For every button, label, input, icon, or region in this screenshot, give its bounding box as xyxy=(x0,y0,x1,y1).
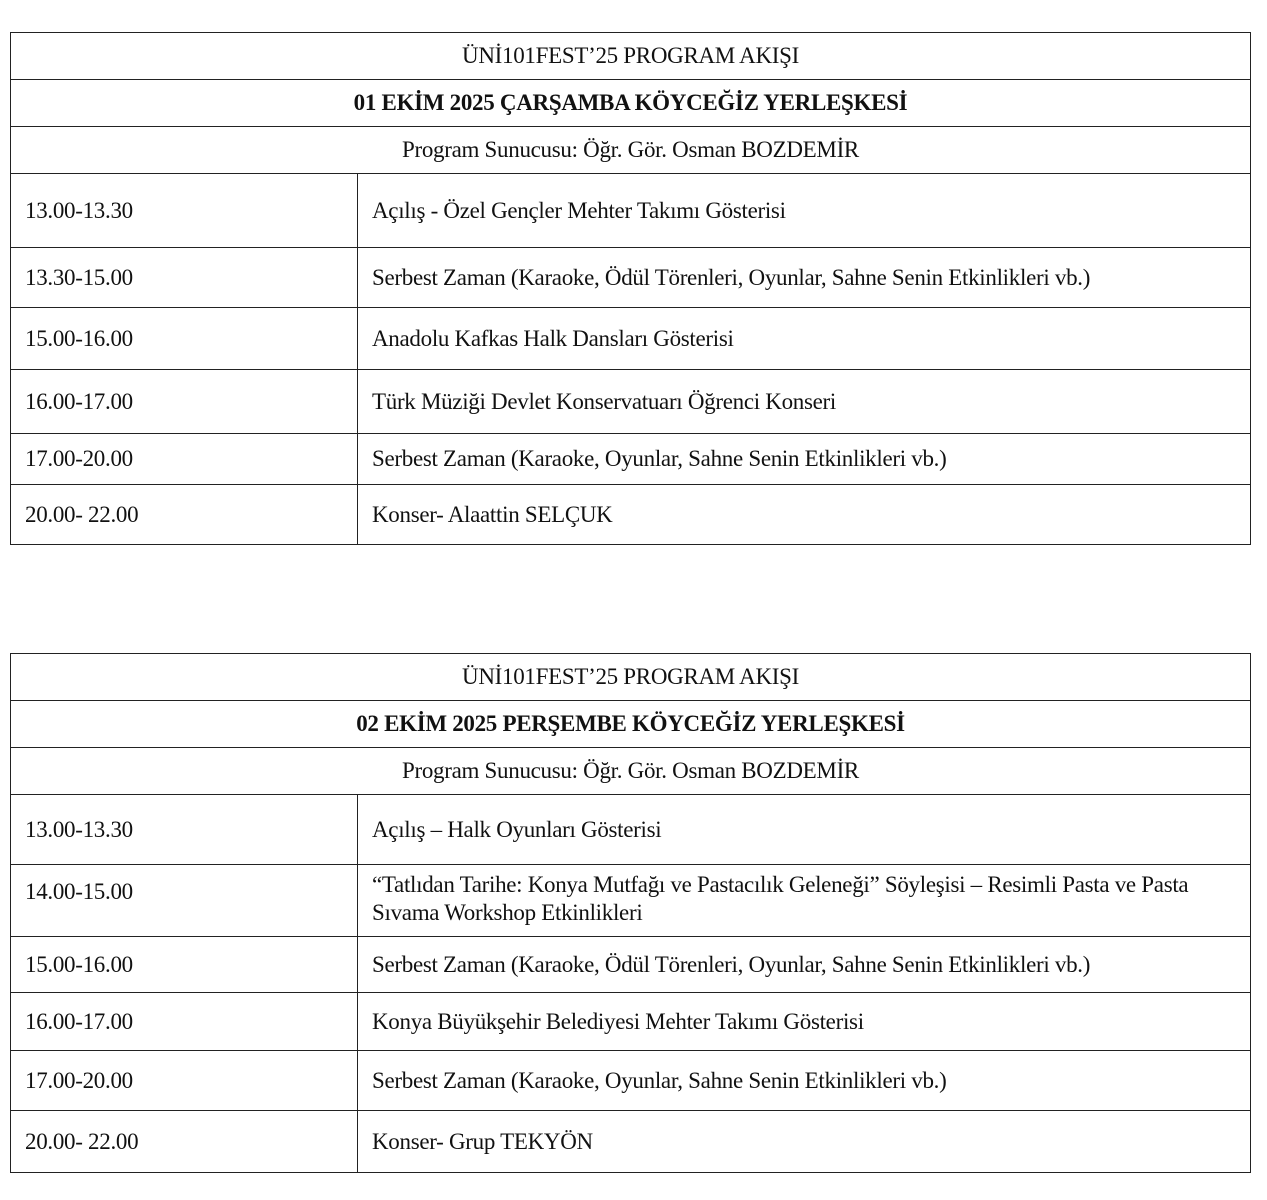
event-cell: Açılış - Özel Gençler Mehter Takımı Gösterisi xyxy=(358,174,1251,248)
program-table-day1 xyxy=(10,32,1251,545)
time-cell: 17.00-20.00 xyxy=(11,1051,358,1111)
table-row xyxy=(11,865,1251,937)
table-row xyxy=(11,248,1251,308)
time-cell: 16.00-17.00 xyxy=(11,993,358,1051)
program-title: ÜNİ101FEST’25 PROGRAM AKIŞI xyxy=(11,654,1251,701)
event-cell: Konser- Alaattin SELÇUK xyxy=(358,485,1251,545)
event-cell: Serbest Zaman (Karaoke, Oyunlar, Sahne Senin Etkinlikleri vb.) xyxy=(358,1051,1251,1111)
table-row xyxy=(11,308,1251,370)
program-title: ÜNİ101FEST’25 PROGRAM AKIŞI xyxy=(11,33,1251,80)
presenter-line: Program Sunucusu: Öğr. Gör. Osman BOZDEMİR xyxy=(11,127,1251,174)
event-cell: Serbest Zaman (Karaoke, Ödül Törenleri, Oyunlar, Sahne Senin Etkinlikleri vb.) xyxy=(358,248,1251,308)
date-heading: 01 EKİM 2025 ÇARŞAMBA KÖYCEĞİZ YERLEŞKESİ xyxy=(11,80,1251,127)
event-cell: Konser- Grup TEKYÖN xyxy=(358,1111,1251,1173)
time-cell: 15.00-16.00 xyxy=(11,308,358,370)
event-cell: Açılış – Halk Oyunları Gösterisi xyxy=(358,795,1251,865)
date-heading: 02 EKİM 2025 PERŞEMBE KÖYCEĞİZ YERLEŞKESİ xyxy=(11,701,1251,748)
program-table-day2 xyxy=(10,653,1251,1173)
table-row xyxy=(11,795,1251,865)
table-row xyxy=(11,370,1251,434)
time-cell: 13.30-15.00 xyxy=(11,248,358,308)
table-row xyxy=(11,1051,1251,1111)
table-row xyxy=(11,434,1251,485)
table-row xyxy=(11,174,1251,248)
time-cell: 13.00-13.30 xyxy=(11,174,358,248)
event-cell: Serbest Zaman (Karaoke, Oyunlar, Sahne Senin Etkinlikleri vb.) xyxy=(358,434,1251,485)
table-row xyxy=(11,937,1251,993)
event-cell: Anadolu Kafkas Halk Dansları Gösterisi xyxy=(358,308,1251,370)
time-cell: 16.00-17.00 xyxy=(11,370,358,434)
event-cell: Serbest Zaman (Karaoke, Ödül Törenleri, Oyunlar, Sahne Senin Etkinlikleri vb.) xyxy=(358,937,1251,993)
table-row xyxy=(11,1111,1251,1173)
table-row xyxy=(11,993,1251,1051)
time-cell: 13.00-13.30 xyxy=(11,795,358,865)
time-cell: 20.00- 22.00 xyxy=(11,485,358,545)
event-cell: Türk Müziği Devlet Konservatuarı Öğrenci Konseri xyxy=(358,370,1251,434)
time-cell: 17.00-20.00 xyxy=(11,434,358,485)
event-cell: Konya Büyükşehir Belediyesi Mehter Takımı Gösterisi xyxy=(358,993,1251,1051)
time-cell: 14.00-15.00 xyxy=(11,865,358,937)
event-cell: “Tatlıdan Tarihe: Konya Mutfağı ve Pastacılık Geleneği” Söyleşisi – Resimli Pasta ve Pasta Sıvama Workshop Etkinlikleri xyxy=(358,865,1251,937)
presenter-line: Program Sunucusu: Öğr. Gör. Osman BOZDEMİR xyxy=(11,748,1251,795)
time-cell: 15.00-16.00 xyxy=(11,937,358,993)
table-row xyxy=(11,485,1251,545)
time-cell: 20.00- 22.00 xyxy=(11,1111,358,1173)
